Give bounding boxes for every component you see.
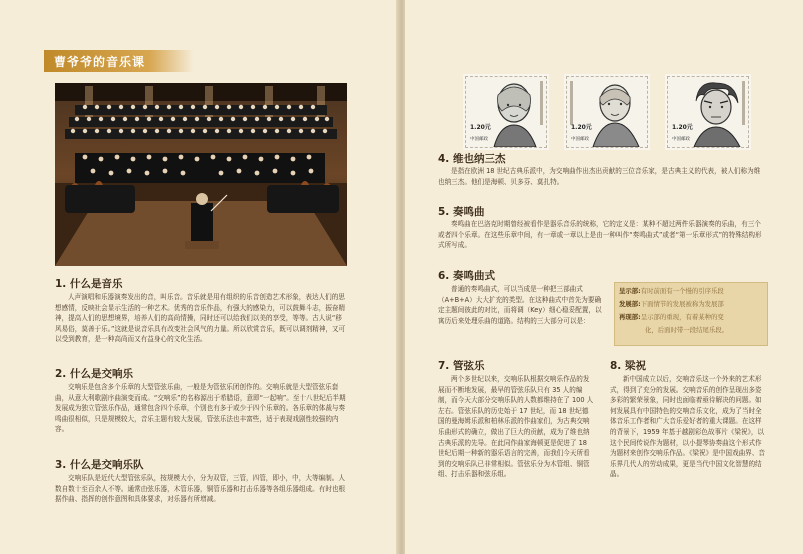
- stamp-beethoven: [667, 76, 749, 148]
- stamp-haydn: [465, 76, 547, 148]
- stamp-issuer: 中国邮政: [470, 137, 488, 142]
- stamp-denomination: 1.20元: [571, 124, 592, 131]
- structure-row-recapitulation-cont: 化，后面时带一段结尾乐段。: [645, 326, 729, 334]
- text-what-is-music: 人声演唱和乐器演奏发出的音，叫乐音。音乐就是用有组织的乐音创造艺术形象，表达人们的思想感情，反映社会显示生活的一种艺术。优秀的音乐作品，有强大的感染力，可以鼓舞斗志，振奋精神，提高人们的思想境界，培养人们的高尚情操，同时还可以给我们以美的享受，等等。古人说“移风易俗，莫善于乐。”这就是说音乐具有改变社会风气的力量。所以欣赏音乐，既可以调剂精神，又可以受到教育，是一种高尚而又有益身心的文化生活。: [55, 293, 346, 344]
- heading-sonata: 5. 奏鸣曲: [438, 206, 485, 218]
- left-page: [0, 0, 398, 554]
- heading-what-is-symphony: 2. 什么是交响乐: [55, 368, 133, 380]
- text-what-is-orchestra: 交响乐队是近代大型管弦乐队，按规模大小，分为双管，三管，四管，即小，中，大等编制。人数自数十至百余人不等。通常由弦乐器，木管乐器，铜管乐器和打击乐器等各组乐器组成。有时也根据作曲、指挥的创作意图和具体要求，对乐器有所增减。: [55, 474, 346, 504]
- stamp-issuer: 中国邮政: [571, 137, 589, 142]
- text-sonata: 奏鸣曲在巴洛克时期曾经被看作是器乐音乐的统称，它的定义是：某种不超过两件乐器演奏的乐曲，有三个或者四个乐章。在这些乐章中间，有一章或一章以上是由一种叫作“奏鸣曲式”或者“第一乐章形式”的特殊结构形式所写成。: [438, 220, 762, 250]
- heading-what-is-orchestra: 3. 什么是交响乐队: [55, 459, 144, 471]
- heading-orchestral-music: 7. 管弦乐: [438, 360, 485, 372]
- section-banner: [44, 50, 194, 72]
- stamp-issuer: 中国邮政: [672, 137, 690, 142]
- structure-row-recapitulation: 再现部:呈示部的重现，有着某种的变: [619, 313, 724, 321]
- orchestra-photo: [55, 83, 347, 266]
- text-butterfly-lovers: 新中国成立以后，交响音乐这一个外来的艺术形式，得到了充分的发展。交响音乐的创作呈现出多姿多彩的繁荣景象，同时也面临着亟待解决的问题。如何发展具有中国特色的交响音乐文化，成为了当时全体音乐工作者和广大音乐爱好者的重大课题。在这样的背景下，1959 年基于越剧彩色故事片《梁祝》，以这个民间传说作为题材，以小提琴协奏曲这个形式作为题材来创作交响乐作品。《梁祝》是中国戏曲界、音乐界几代人的劳动成果，更是当代中国文化智慧的结晶。: [610, 375, 765, 479]
- stamp-mozart: [566, 76, 648, 148]
- text-vienna-trio: 是指在欧洲 18 世纪古典乐派中，为交响曲作出杰出贡献的三位音乐家，是古典主义的代表，被人们称为维也纳三杰。他们是海顿、贝多芬、莫扎特。: [438, 167, 761, 186]
- structure-row-development: 发展部:下面情节的发展被称为发展部: [619, 300, 724, 308]
- structure-row-exposition: 呈示部:有时前面有一个慢的引序乐段: [619, 287, 724, 295]
- stamp-denomination: 1.20元: [672, 124, 693, 131]
- heading-butterfly-lovers: 8. 梁祝: [610, 360, 646, 372]
- stamp-denomination: 1.20元: [470, 124, 491, 131]
- text-orchestral-music: 两个多世纪以来，交响乐队根据交响乐作品的发展而不断地发展，最早的管弦乐队只有 35 人的编制，而今天大部分交响乐队的人数都维持在了 100 人左右。管弦乐队的历史始于 17 世纪，而 18 世纪德国的曼海姆乐派和柏林乐派的作曲家们，为古典交响乐曲形式的确立，做出了巨大的贡献，成为了维也纳古典乐派的先导。在此同作曲家海顿更是促进了 18 世纪后期一种新的器乐语言的完善，而我们今天所看到的交响乐队已非常相似。管弦乐分为木管组、铜管组、打击乐器和弦乐组。: [438, 375, 594, 479]
- text-sonata-form: 普通的奏鸣曲式，可以当成是一种把三部曲式（A+B+A）大大扩充的类型。在这种曲式中首先为要确定主题间彼此的对比，而将调（Key）细心稳妥配置，以寓历后来处理乐曲的道路。结构的三大部分可以是：: [438, 285, 602, 325]
- text-what-is-symphony: 交响乐是包含多个乐章的大型管弦乐曲，一般是为管弦乐团创作的。交响乐就是大型管弦乐套曲，从意大利歌剧序曲演变而成。“交响乐”的名称源出于希腊语，意即“一起响”。至十八世纪后半期发展成为独立管弦乐作品，通常包含四个乐章，个别也有多于或少于四个乐章的。各乐章的体裁与奏鸣曲很相似，只是规模较大，音乐主题有较大发展，管弦乐法也丰富些，适于表现戏剧性较强的内容。: [55, 383, 346, 434]
- heading-what-is-music: 1. 什么是音乐: [55, 278, 123, 290]
- heading-sonata-form: 6. 奏鸣曲式: [438, 270, 495, 282]
- banner-title: 曹爷爷的音乐课: [54, 55, 146, 69]
- heading-vienna-trio: 4. 维也纳三杰: [438, 153, 506, 165]
- sonata-form-structure-box: [614, 282, 768, 346]
